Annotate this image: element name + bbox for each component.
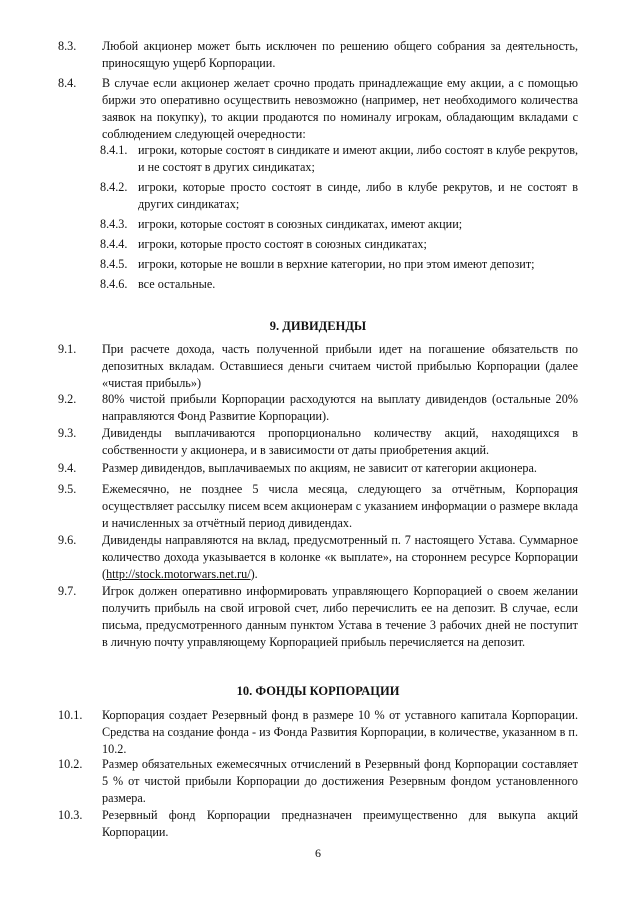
clause-number: 9.4. xyxy=(58,461,77,475)
subclause-number: 8.4.5. xyxy=(100,257,128,271)
clause-number: 10.3. xyxy=(58,808,83,822)
subclause-text: игроки, которые не вошли в верхние категории, но при этом имеют депозит; xyxy=(138,257,535,271)
subclause-8-4-5 xyxy=(100,256,578,273)
clause-8-4 xyxy=(58,75,578,143)
stock-site-link[interactable]: http://stock.motorwars.net.ru/ xyxy=(106,567,251,581)
clause-9-2 xyxy=(58,391,578,425)
clause-10-2 xyxy=(58,756,578,807)
clause-9-1 xyxy=(58,341,578,392)
clause-number: 10.2. xyxy=(58,757,83,771)
section-9-heading: 9. ДИВИДЕНДЫ xyxy=(269,319,367,333)
clause-10-3 xyxy=(58,807,578,841)
clause-text: 80% чистой прибыли Корпорации расходуются на выплату дивидендов (остальные 20% направляются Фонд Развитие Корпорации). xyxy=(102,392,578,423)
clause-text: Размер обязательных ежемесячных отчислений в Резервный фонд Корпорации составляет 5 % от чистой прибыли Корпорации до достижения Резервным фондом установленного размера. xyxy=(102,757,578,805)
clause-number: 10.1. xyxy=(58,708,83,722)
subclause-8-4-1 xyxy=(100,142,578,176)
clause-text xyxy=(102,532,578,583)
clause-text: При расчете дохода, часть полученной прибыли идет на погашение обязательств по депозитных вкладам. Оставшиеся деньги считаем чистой прибылью Корпорации (далее «чистая прибыль») xyxy=(102,342,578,390)
clause-9-3 xyxy=(58,425,578,459)
subclause-8-4-6 xyxy=(100,276,578,293)
subclause-number: 8.4.2. xyxy=(100,180,128,194)
clause-number: 9.7. xyxy=(58,584,77,598)
clause-number: 9.3. xyxy=(58,426,77,440)
subclause-8-4-2 xyxy=(100,179,578,213)
clause-text-part: ). xyxy=(250,567,258,581)
clause-10-1 xyxy=(58,707,578,758)
clause-number: 8.3. xyxy=(58,39,77,53)
subclause-text: игроки, которые состоят в союзных синдикатах, имеют акции; xyxy=(138,217,463,231)
clause-number: 9.5. xyxy=(58,482,77,496)
clause-number: 9.2. xyxy=(58,392,77,406)
subclause-number: 8.4.1. xyxy=(100,143,128,157)
subclause-text: игроки, которые просто состоят в синде, либо в клубе рекрутов, и не состоят в других синдикатах; xyxy=(138,180,578,211)
clause-number: 9.1. xyxy=(58,342,77,356)
clause-9-6 xyxy=(58,532,578,583)
clause-text: Размер дивидендов, выплачиваемых по акциям, не зависит от категории акционера. xyxy=(102,461,537,475)
clause-9-7 xyxy=(58,583,578,651)
clause-number: 9.6. xyxy=(58,533,77,547)
clause-text: Ежемесячно, не позднее 5 числа месяца, следующего за отчётным, Корпорация осуществляет рассылку писем всем акционерам с указанием информации о размере вклада и начисленных за отчётный период дивидендах. xyxy=(102,482,578,530)
clause-number: 8.4. xyxy=(58,76,77,90)
clause-text: Дивиденды выплачиваются пропорционально количеству акций, находящихся в собственности у акционера, и в зависимости от даты приобретения акций. xyxy=(102,426,578,457)
clause-text-part: Дивиденды направляются на вклад, предусмотренный п. 7 настоящего Устава. Суммарное количество дохода указывается в колонке «к выплате», на стороннем ресурсе Корпорации ( xyxy=(102,533,578,581)
subclause-number: 8.4.6. xyxy=(100,277,128,291)
page-number: 6 xyxy=(315,846,321,860)
subclause-number: 8.4.4. xyxy=(100,237,128,251)
clause-text: Любой акционер может быть исключен по решению общего собрания за деятельность, приносящую ущерб Корпорации. xyxy=(102,39,578,70)
subclause-number: 8.4.3. xyxy=(100,217,128,231)
subclause-text: игроки, которые просто состоят в союзных синдикатах; xyxy=(138,237,427,251)
clause-9-5 xyxy=(58,481,578,532)
subclause-8-4-4 xyxy=(100,236,578,253)
clause-text: Игрок должен оперативно информировать управляющего Корпорацией о своем желании получить прибыль на свой игровой счет, либо перечислить ее на депозит. В случае, если письма, предусмотренного данным пунктом Устава в течение 3 рабочих дней не поступит в личную почту управляющему Корпорацией прибыль перечисляется на депозит. xyxy=(102,584,578,649)
subclause-text: игроки, которые состоят в синдикате и имеют акции, либо состоят в клубе рекрутов, и не состоят в других синдикатах; xyxy=(138,143,578,174)
clause-text: В случае если акционер желает срочно продать принадлежащие ему акции, а с помощью биржи это оперативно осуществить невозможно (например, нет необходимого количества заявок на покупку), то акции продаются по номиналу игрокам, обладающим вкладами с соблюдением следующей очередности: xyxy=(102,76,578,141)
section-10-heading: 10. ФОНДЫ КОРПОРАЦИИ xyxy=(236,684,400,698)
clause-text: Корпорация создает Резервный фонд в размере 10 % от уставного капитала Корпорации. Средства на создание фонда - из Фонда Развития Корпорации, в количестве, указанном в п. 10.2. xyxy=(102,708,578,756)
subclause-text: все остальные. xyxy=(138,277,216,291)
subclause-8-4-3 xyxy=(100,216,578,233)
clause-8-3 xyxy=(58,38,578,72)
clause-9-4 xyxy=(58,460,578,477)
clause-text: Резервный фонд Корпорации предназначен преимущественно для выкупа акций Корпорации. xyxy=(102,808,578,839)
